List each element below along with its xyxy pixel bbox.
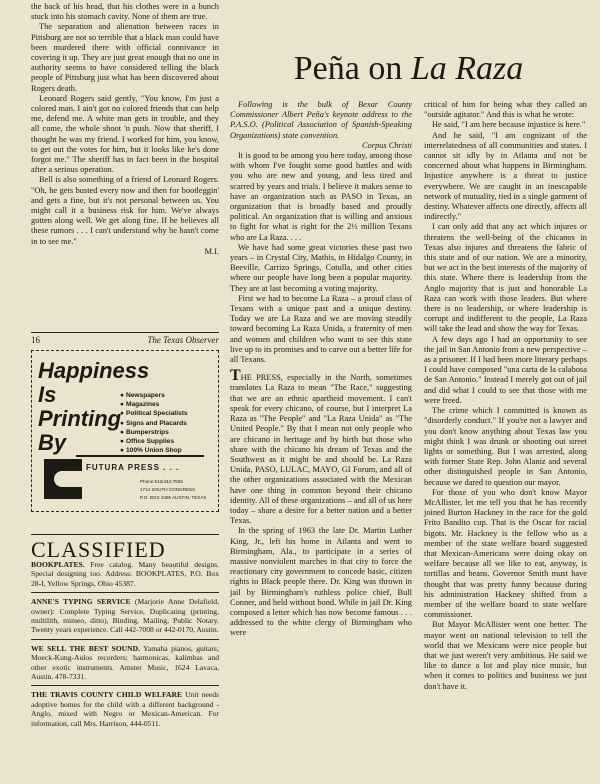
ad-service-item: ● 100% Union Shop: [120, 446, 188, 455]
futura-press-ad: [31, 350, 219, 512]
left-paragraph: the back of his head, that his clothes were in a bunch stuck into his stomach cavity. None of them are true.: [31, 2, 219, 22]
ad-service-item: ● Political Specialists: [120, 409, 188, 418]
article-paragraph: In the spring of 1963 the late Dr. Martin Luther King, Jr., left his home in Atlanta and went to Birmingham, Ala., to participate in a series of massive nonviolent marches in that city to force the reactionary city government to concede basic, citizen rights to Black people there. Dr. King was thrown in jail by Birmingham's ruthless police chief, Bull Conner, and held without bond. While in jail Dr. King composed a letter which has now become famous . . . addressed to the white clergy of Birmingham who were: [230, 526, 412, 638]
classified-text: (Marjorie Anne Delafield, owner): Complete Typing Service, Duplicating (printing, multilith, mimeo, ditto), Binding, Mailing, Public Notary. Twenty years experience. Call 442-7008 or 442-0170, Austin.: [31, 597, 219, 635]
article-paragraph-dropcap: [230, 367, 412, 526]
ad-contact: [140, 478, 206, 501]
classified-item: [31, 644, 219, 687]
ad-phone: Phone 512/442-7836: [140, 479, 183, 484]
classified-item: [31, 597, 219, 640]
classified-text: Yamaha pianos, guitars; Moeck-Kung-Aulos recorders; harmonicas, kalimbas and other exotic instruments. Amster Music, 1624 Lavaca, Austin. 478-7331.: [31, 643, 219, 682]
publication-name: The Texas Observer: [147, 335, 219, 345]
classified-text: Unit needs adoptive homes for the child with a different background - Anglo, mixed with Negro or Mexican-American. For information, call Mrs. Harrison, 444-0511.: [31, 690, 219, 728]
article-paragraph: It is good to be among you here today, among those with whom I've fought some good battles and with you who are new and young, and less tired and scarred by years and trials. I believe it makes sense to have an organization such as PASO in Texas, an organization that is broadly based and proudly political. An organization that is willing and anxious to fight for what is right for the 2½ million Texans who are La Raza. . . .: [230, 151, 412, 242]
classified-item: [31, 560, 219, 593]
article-intro: Following is the bulk of Bexar County Commissioner Albert Peña's keynote address to the P.A.S.O. (Political Association of Spanish-Speaking Organizations) state convention.: [230, 100, 412, 140]
ad-headline-line: Is: [38, 382, 57, 407]
author-initials: M.I.: [204, 246, 219, 256]
dateline: Corpus Christi: [361, 140, 412, 150]
article-paragraph: The crime which I committed is known as "disorderly conduct." If you're not a lawyer and you don't know anything about Texas law you might think I was drunk or shooting out street lights or something. But I was arrested, along with former State Rep. John Alaniz and several other distinguished people in San Antonio, because we dared to question our mayor.: [424, 406, 587, 487]
left-paragraph: Bell is also something of a friend of Leonard Rogers. "Oh, he gets busted every now and then for bootleggin' and gets a fine, but it's not personal between us. You might call it a business risk for him. We've always gotten along well. We get along fine. If he believes all these rumors . . . I can't understand why he hasn't come in to see me.": [31, 175, 219, 246]
article-paragraph: He said, "I am here because injustice is here.": [432, 120, 586, 130]
article-title: [230, 50, 587, 88]
classified-item: [31, 690, 219, 732]
title-plain: Peña on: [293, 50, 411, 87]
article-paragraph: And he said, "I am cognizant of the interrelatedness of all communities and states. I cannot sit idly by in Atlanta and not be concerned about what happens in Birmingham. Injustice anywhere is a threat to justice everywhere. We are caught in an inescapable network of mutuality, tied in a single garment of destiny. Whatever affects one directly, affects all indirectly.": [424, 130, 587, 222]
classified-heading: CLASSIFIED: [31, 534, 219, 563]
classified-lead: BOOKPLATES.: [31, 560, 85, 569]
page-number: 16: [31, 335, 40, 345]
ad-service-item: ● Bumperstrips: [120, 428, 188, 437]
classified-lead: ANNE'S TYPING SERVICE: [31, 597, 131, 607]
page-folio: [31, 332, 219, 345]
ad-rule: [76, 455, 204, 457]
ad-service-item: ● Office Supplies: [120, 437, 188, 446]
classified-text: Free catalog. Many beautiful designs. Special designing too. Address: BOOKPLATES, P.O. Box 28-I, Yellow Springs, Ohio 45387.: [31, 560, 219, 588]
article-paragraph: A few days ago I had an opportunity to see the jail in San Antonio from a new perspective – as a prisoner. If I had been more literary perhaps I could have composed "una carta de la calabosa de San Antonio." Instead I merely got out of jail and did what I could to see that those with me were freed.: [424, 334, 587, 405]
title-italic: La Raza: [410, 50, 524, 87]
ad-service-item: ● Magazines: [120, 400, 188, 409]
left-paragraph: Leonard Rogers said gently, "You know, I'm just a colored man. I ain't got no colored friends that can help me, defend me. A white man gets in trouble, and they all come, the whole shoot 'n push. Now that sheriff, I thought he was my friend. I worked for him, you know, to get out the votes for him, but it looks like he's done forgot me." The sheriff has in fact been in the hospital after a serious operation.: [31, 93, 219, 175]
ad-address: 1714 SOUTH CONGRESS: [140, 486, 196, 492]
left-article-column: [31, 2, 219, 257]
article-paragraph: We have had some great victories these past two years – in Crystal City, Mathis, in Hidalgo County, in Beeville, Carrizo Springs, Cotulla, and other cities where our people have long been a popular majority. They are at last becoming a voting majority.: [230, 242, 412, 293]
left-paragraph: The separation and alienation between races in Pittsburg are not so terrible that a black man could have been murdered there with official connivance in covering it up. They are just great enough that no one in authority seems to have considered telling the black people of Pittsburg just what has been discovered about Rogers death.: [31, 22, 219, 93]
article-paragraph: First we had to become La Raza – a proud class of Texans with a unique past and a unique destiny. Today we are La Raza and we are moving steadily toward becoming La Raza Unida, a fraternity of men and women and children who want to see this state live up to its promises and to carve out a better life for all Texans.: [230, 293, 412, 365]
ad-headline-line: Happiness: [38, 358, 150, 383]
article-paragraph: For those of you who don't know Mayor McAllister, let me tell you that he has recently joined Burton Hackney in the race for the gold Frito Bandito cup. That is the Oscar for racial bigots. Mr. Hackney is the fellow who as a member of the state welfare board suggested that Mexican-Americans were doing okay on welfare because all we like to eat, anyway, is tortillas and beans. Governor Smith must have thought that was pretty funny because during his administration Hackney shifted from a member of the welfare board to state welfare commissioner.: [424, 487, 587, 620]
classified-lead: THE TRAVIS COUNTY CHILD WELFARE: [31, 690, 183, 700]
main-article-column-1: [230, 100, 412, 639]
ad-po-box: P.O. BOX 3485 AUSTIN, TEXAS: [140, 494, 207, 500]
dropcap-text: HE PRESS, especially in the North, sometimes translates La Raza to mean "The Race," suggesting that we are an ethnic apartheid movement. I can't speak for every chicano, of course, but I interpret La Raza as "The People" and "La Raza Unida" as "The United People." By that I mean not only people who are chicano in heritage and by birth but those who share with the chicano his dream of Texas and the Southwest as it might be and should be. La Raza Unida, PASO, LULAC, MAYO, GI Forum, and all of the other organizations associated with the Mexican have one thing in common beyond their chicano identity. All of these organizations – and all of us here today – share a desire for a better nation and a better Texas.: [230, 373, 412, 526]
ad-headline-line: By: [38, 430, 67, 455]
futura-logo-icon: [44, 459, 82, 499]
ad-service-item: ● Newspapers: [120, 391, 188, 400]
classified-lead: WE SELL THE BEST SOUND.: [31, 643, 140, 653]
classified-list: [31, 560, 219, 736]
ad-company-name: FUTURA PRESS . . .: [86, 463, 180, 472]
ad-services-list: [120, 391, 188, 455]
main-article-column-2: [424, 100, 587, 692]
article-paragraph: But Mayor McAllister went one better. The mayor went on national television to tell the world that we Mexicans were nice people but that we just weren't very ambitious. He said we like to dance a lot and play nice music, but when it comes to politics and business we just don't have it.: [424, 620, 587, 691]
drop-cap: T: [230, 367, 241, 385]
article-paragraph: I can only add that any act which injures or threatens the well-being of the chicanos in Texas also injures and threatens the fabric of this state and of our nation. We are a minority, but we act in the best interests of the majority of this state. Where there is leadership from the Anglo majority that is just and honorable La Raza can work with those leaders. But where there is no leadership, or where leadership is corrupt and indifferent to the people, La Raza will take the lead and show the way for Texas.: [424, 222, 587, 334]
ad-service-item: ● Signs and Placards: [120, 419, 188, 428]
article-paragraph: critical of him for being what they called an "outside agitator." And this is what he wrote:: [424, 100, 587, 120]
ad-headline-line: Printing: [38, 406, 122, 431]
